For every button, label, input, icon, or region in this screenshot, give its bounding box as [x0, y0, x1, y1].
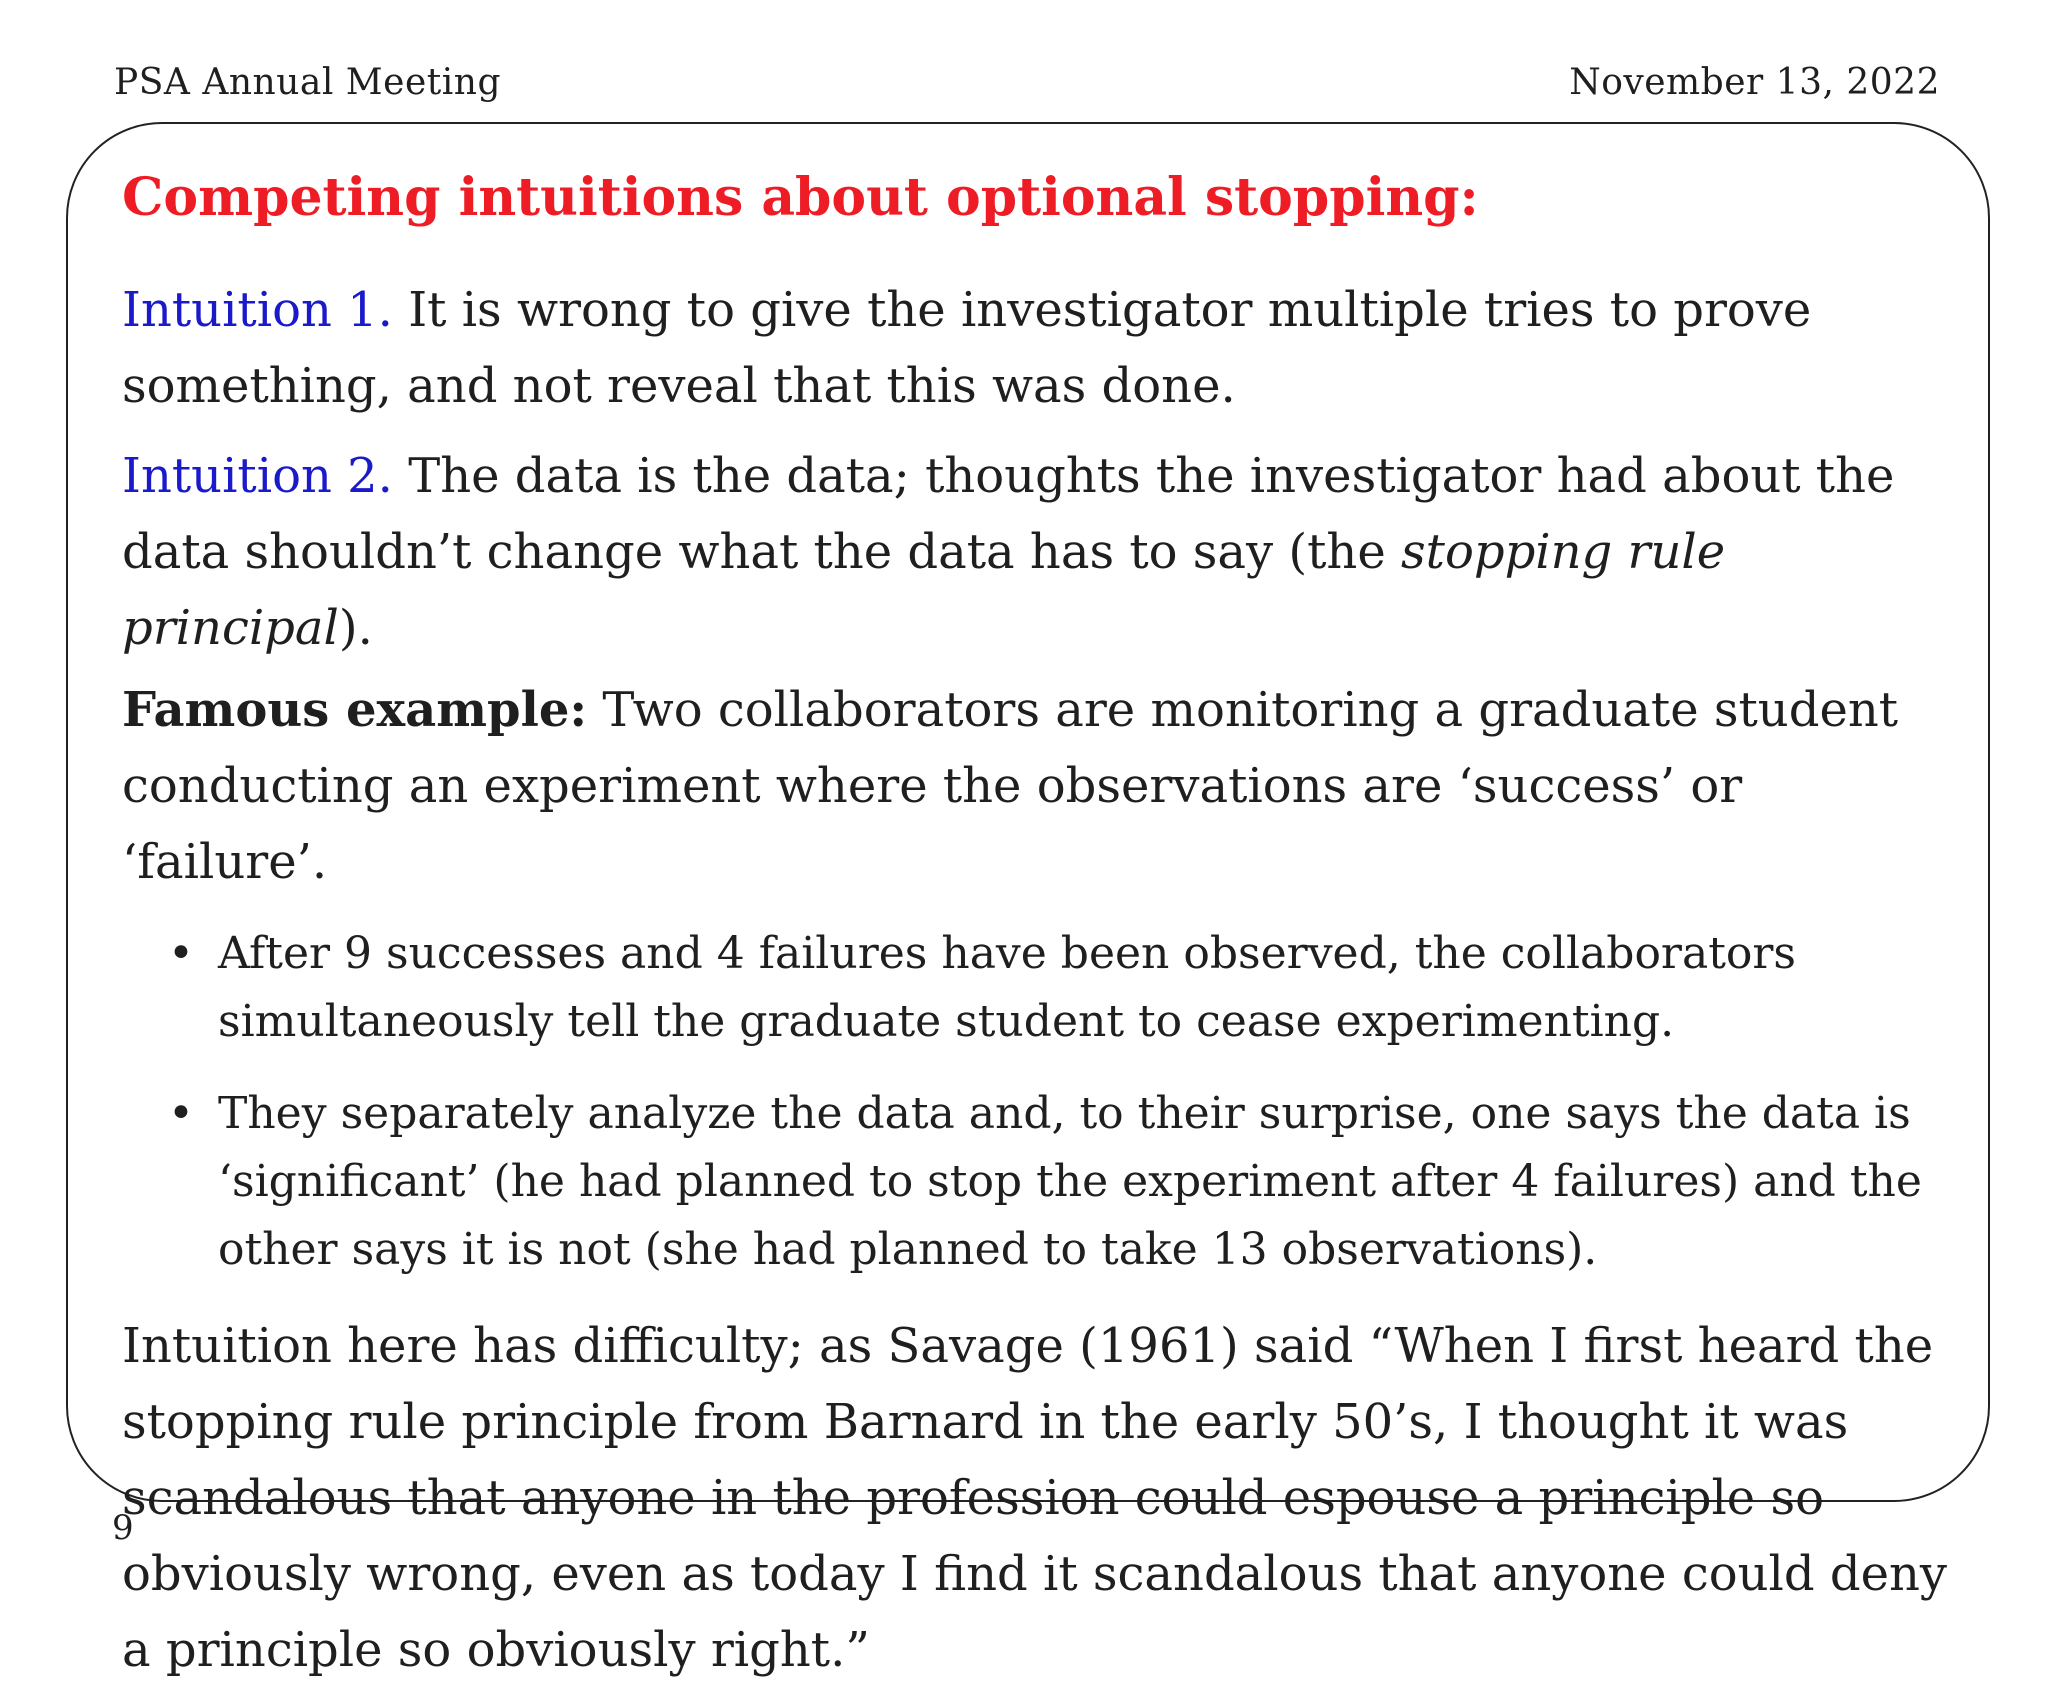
intuition-2-text: The data is the data; thoughts the investigator had about the data shouldn’t change what the data has to say (the: [122, 448, 1895, 580]
slide-content: [122, 164, 1952, 1688]
intuition-1-paragraph: [122, 272, 1952, 424]
famous-example-paragraph: [122, 672, 1952, 900]
intuition-2-paragraph: [122, 438, 1952, 666]
intuition-1-label: Intuition 1.: [122, 282, 393, 338]
slide-title: Competing intuitions about optional stopping:: [122, 167, 1479, 228]
intuition-2-label: Intuition 2.: [122, 448, 393, 504]
header-meeting-name: PSA Annual Meeting: [114, 62, 501, 103]
famous-example-text: Two collaborators are monitoring a graduate student conducting an experiment where the observations are ‘success’ or ‘failure’.: [122, 682, 1899, 890]
intuition-1-text: It is wrong to give the investigator multiple tries to prove something, and not reveal that this was done.: [122, 282, 1812, 414]
header-date: November 13, 2022: [1569, 62, 1940, 103]
bullet-text: After 9 successes and 4 failures have been observed, the collaborators simultaneously tell the graduate student to cease experimenting.: [218, 928, 1796, 1047]
page-number: 9: [112, 1508, 134, 1548]
bullet-text: They separately analyze the data and, to their surprise, one says the data is ‘significant’ (he had planned to stop the experiment after 4 failures) and the other says it is not (she had planned to take 13 observations).: [218, 1088, 1922, 1275]
list-item: [122, 1080, 1952, 1284]
bullet-icon: •: [168, 928, 194, 979]
savage-quote-paragraph: Intuition here has difficulty; as Savage (1961) said “When I first heard the stopping rule principle from Barnard in the early 50’s, I thought it was scandalous that anyone in the profession could espouse a principle so obviously wrong, even as today I find it scandalous that anyone could deny a principle so obviously right.”: [122, 1318, 1948, 1678]
stopping-rule-emphasis: stopping rule principal: [122, 524, 1726, 656]
intuition-2-text-end: ).: [338, 600, 373, 656]
list-item: [122, 920, 1952, 1056]
example-bullet-list: [122, 920, 1952, 1284]
famous-example-label: Famous example:: [122, 682, 588, 738]
bullet-icon: •: [168, 1088, 194, 1139]
